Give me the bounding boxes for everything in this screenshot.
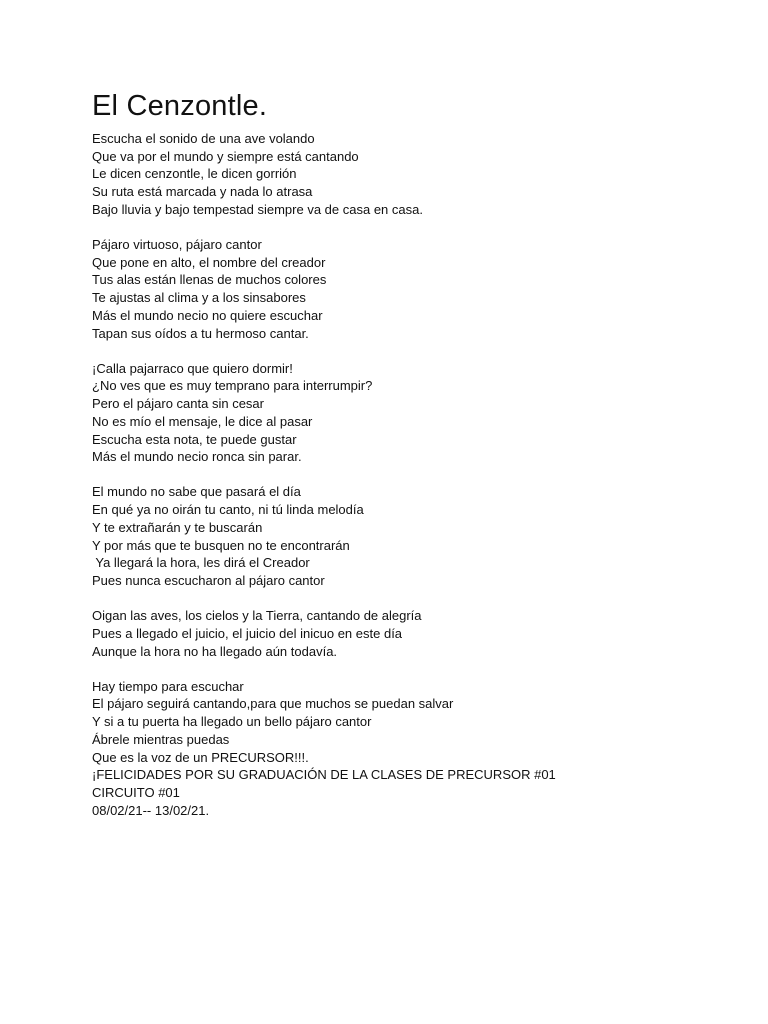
poem-line: Aunque la hora no ha llegado aún todavía. bbox=[92, 643, 338, 659]
poem-line: Más el mundo necio ronca sin parar. bbox=[92, 449, 302, 465]
poem-line: ¿No ves que es muy temprano para interrumpir? bbox=[92, 378, 373, 394]
poem-line: No es mío el mensaje, le dice al pasar bbox=[92, 413, 313, 429]
poem-line: Ábrele mientras puedas bbox=[92, 731, 230, 747]
poem-line: Ya llegará la hora, les dirá el Creador bbox=[92, 555, 310, 571]
poem-line: Pues a llegado el juicio, el juicio del inicuo en este día bbox=[92, 625, 403, 641]
poem-line: ¡Calla pajarraco que quiero dormir! bbox=[92, 360, 293, 376]
poem-line: Le dicen cenzontle, le dicen gorrión bbox=[92, 166, 297, 182]
stanza bbox=[92, 607, 732, 660]
poem-line: Escucha el sonido de una ave volando bbox=[92, 131, 315, 146]
poem-line: Que pone en alto, el nombre del creador bbox=[92, 254, 326, 270]
poem-line: En qué ya no oirán tu canto, ni tú linda melodía bbox=[92, 502, 364, 518]
poem-line: Pájaro virtuoso, pájaro cantor bbox=[92, 237, 262, 253]
poem-line: Bajo lluvia y bajo tempestad siempre va de casa en casa. bbox=[92, 201, 423, 217]
poem-line: Más el mundo necio no quiere escuchar bbox=[92, 307, 323, 323]
poem-line: Que va por el mundo y siempre está cantando bbox=[92, 148, 359, 164]
poem-line: Y si a tu puerta ha llegado un bello pájaro cantor bbox=[92, 714, 372, 730]
poem-line: Te ajustas al clima y a los sinsabores bbox=[92, 290, 306, 306]
document-page bbox=[92, 88, 732, 819]
date-range-line: 08/02/21-- 13/02/21. bbox=[92, 802, 210, 818]
stanza bbox=[92, 360, 732, 466]
stanza bbox=[92, 130, 732, 219]
poem-line: Tus alas están llenas de muchos colores bbox=[92, 272, 327, 288]
circuit-line: CIRCUITO #01 bbox=[92, 785, 180, 800]
document-title: El Cenzontle. bbox=[92, 90, 268, 122]
stanza bbox=[92, 678, 732, 820]
poem-line: Pero el pájaro canta sin cesar bbox=[92, 396, 264, 412]
poem-line: Pues nunca escucharon al pájaro cantor bbox=[92, 572, 325, 588]
poem-line: Que es la voz de un PRECURSOR!!!. bbox=[92, 749, 309, 765]
poem-line: Hay tiempo para escuchar bbox=[92, 678, 244, 694]
poem-line: Escucha esta nota, te puede gustar bbox=[92, 431, 297, 447]
poem-line: Su ruta está marcada y nada lo atrasa bbox=[92, 184, 313, 200]
poem-line: El mundo no sabe que pasará el día bbox=[92, 484, 301, 500]
poem-line: Y por más que te busquen no te encontrarán bbox=[92, 537, 350, 553]
poem-line: Tapan sus oídos a tu hermoso cantar. bbox=[92, 325, 309, 341]
poem-line: Oigan las aves, los cielos y la Tierra, cantando de alegría bbox=[92, 608, 422, 624]
stanza bbox=[92, 483, 732, 589]
stanza bbox=[92, 236, 732, 342]
congratulations-line: ¡FELICIDADES POR SU GRADUACIÓN DE LA CLASES DE PRECURSOR #01 bbox=[92, 767, 556, 783]
poem-line: Y te extrañarán y te buscarán bbox=[92, 519, 263, 535]
poem-line: El pájaro seguirá cantando,para que muchos se puedan salvar bbox=[92, 696, 454, 712]
